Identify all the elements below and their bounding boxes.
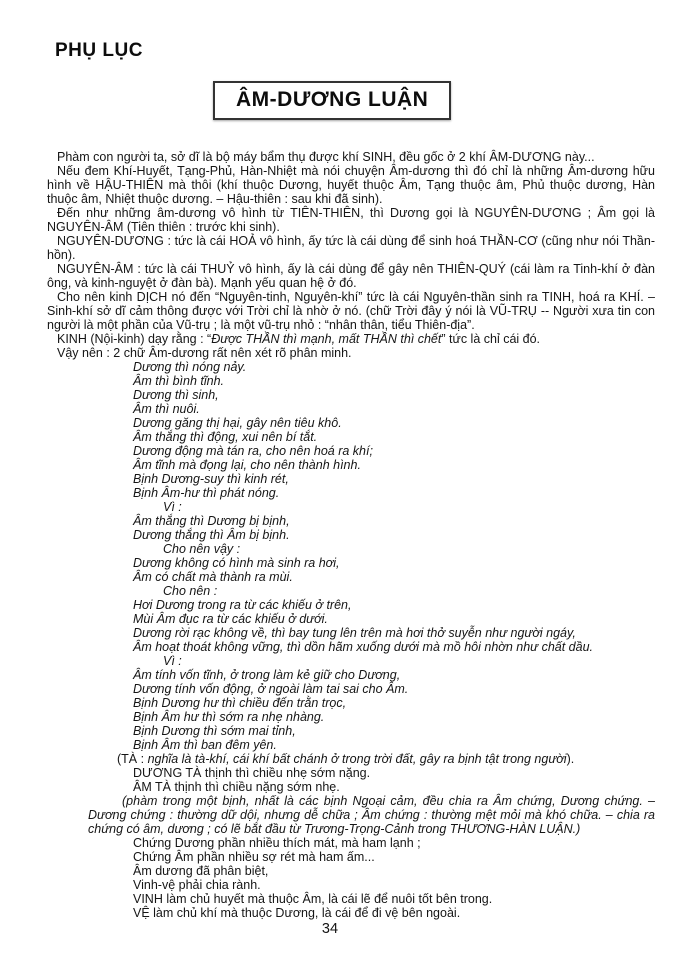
verse-line: Bịnh Âm thì ban đêm yên. [133,738,277,752]
section-label: Cho nên : [163,584,218,598]
text-line: Âm dương đã phân biệt, [133,864,269,878]
paragraph [47,332,655,346]
verse-line: Dương không có hình mà sinh ra hơi, [133,556,340,570]
section-label: Vì : [163,654,182,668]
paragraph: NGUYÊN-DƯƠNG : tức là cái HOẢ vô hình, ấy tức là cái dùng để sinh hoá THẦN-CƠ (cũng như nói Thần-hồn). [47,234,655,262]
verse-line: Âm thì nuôi. [133,402,200,416]
paragraph: Nếu đem Khí-Huyết, Tạng-Phủ, Hàn-Nhiệt mà nói chuyện Âm-dương thì đó chỉ là những Âm-dương hữu hình về HẬU-THIÊN mà thôi (khí thuộc Dương, huyết thuộc Âm, Tạng thuộc âm, Phủ thuộc dương, Hàn thuộc âm, Nhiệt thuộc dương. – Hậu-thiên : sau khi đã sinh). [47,164,655,206]
quoted-text: Được THẦN thì mạnh, mất THẦN thì chết [211,332,442,346]
verse-line: Âm tính vốn tĩnh, ở trong làm kẻ giữ cho Dương, [133,668,401,682]
paragraph: Cho nên kinh DỊCH nó đến “Nguyên-tinh, Nguyên-khí” tức là cái Nguyên-thần sinh ra TINH, hoá ra KHÍ. – Sinh-khí sở dĩ cảm thông được với Trời chỉ là nhờ ở nó. (chữ Trời đây ý nói là VŨ-TRỤ -- Người xưa tin con người là một phần của Vũ-trụ ; là một vũ-trụ nhỏ : “nhân thân, tiểu Thiên-địa”. [47,290,655,332]
verse-line: Bịnh Dương thì sớm mai tỉnh, [133,724,296,738]
text-line [117,752,655,766]
text-segment: (TÀ : [117,752,148,766]
verse-line: Dương găng thị hại, gây nên tiêu khô. [133,416,342,430]
text-line: Chứng Âm phần nhiều sợ rét mà ham ấm... [133,850,375,864]
verse-line: Bịnh Âm-hư thì phát nóng. [133,486,280,500]
verse-line: Âm thì bình tĩnh. [133,374,225,388]
text-line: VỆ làm chủ khí mà thuộc Dương, là cái để đi vệ bên ngoài. [133,906,461,920]
text-line: Vinh-vệ phải chia rành. [133,878,261,892]
verse-line: Âm có chất mà thành ra mùi. [133,570,293,584]
text-line: ÂM TÀ thịnh thì chiều nặng sớm nhẹ. [133,780,340,794]
verse-line: Dương động mà tán ra, cho nên hoá ra khí; [133,444,373,458]
note-paragraph: (phàm trong một bịnh, nhất là các bịnh Ngoại cảm, đều chia ra Âm chứng, Dương chứng. – Dương chứng : thường dữ dội, nhưng dễ chữa ; Âm chứng : thường mệt mỏi mà khó chữa. – chia ra chứng có âm, dương ; có lẽ bắt đầu từ Trương-Trọng-Cảnh trong THƯƠNG-HÀN LUẬN.) [88,794,655,836]
text-line: DƯƠNG TÀ thịnh thì chiều nhẹ sớm nặng. [133,766,371,780]
verse-line: Mùi Âm đục ra từ các khiếu ở dưới. [133,612,328,626]
text-segment: KINH (Nội-kinh) dạy rằng : “ [57,332,212,346]
verse-line: Âm thắng thì Dương bị bịnh, [133,514,290,528]
verse-line: Âm tĩnh mà đọng lại, cho nên thành hình. [133,458,361,472]
verse-line: Dương tính vốn động, ở ngoài làm tai sai cho Âm. [133,682,409,696]
paragraph: Vậy nên : 2 chữ Âm-dương rất nên xét rõ phân minh. [57,346,352,360]
verse-line: Dương thắng thì Âm bị bịnh. [133,528,290,542]
verse-line: Dương thì nóng nảy. [133,360,247,374]
page-title: ÂM-DƯƠNG LUẬN [236,88,429,111]
title-box [213,81,451,120]
text-segment: ” tức là chỉ cái đó. [441,332,541,346]
quoted-text: nghĩa là tà-khí, cái khí bất chánh ở trong trời đất, gây ra bịnh tật trong người [147,752,567,766]
paragraph: Phàm con người ta, sở dĩ là bộ máy bẩm thụ được khí SINH, đều gốc ở 2 khí ÂM-DƯƠNG này... [57,150,595,164]
section-label: Cho nên vậy : [163,542,241,556]
verse-line: Bịnh Âm hư thì sớm ra nhẹ nhàng. [133,710,325,724]
paragraph: Đến như những âm-dương vô hình từ TIÊN-THIÊN, thì Dương gọi là NGUYÊN-DƯƠNG ; Âm gọi là NGUYÊN-ÂM (Tiên thiên : trước khi sinh). [47,206,655,234]
text-line: Chứng Dương phần nhiều thích mát, mà ham lạnh ; [133,836,421,850]
page-kicker: PHỤ LỤC [55,40,143,61]
verse-line: Dương rời rạc không về, thì bay tung lên trên mà hơi thở suyễn như người ngáy, [133,626,576,640]
paragraph: NGUYÊN-ÂM : tức là cái THUỶ vô hình, ấy là cái dùng để gây nên THIÊN-QUÝ (cái làm ra Tinh-khí ở đàn ông, và kinh-nguyệt ở đàn bà). Mạnh yếu quan hệ ở đó. [47,262,655,290]
section-label: Vì : [163,500,182,514]
verse-line: Dương thì sinh, [133,388,219,402]
verse-line: Âm thắng thì động, xui nên bí tắt. [133,430,318,444]
verse-line: Hơi Dương trong ra từ các khiếu ở trên, [133,598,352,612]
verse-line: Bịnh Dương-suy thì kinh rét, [133,472,289,486]
verse-line: Âm hoạt thoát không vững, thì dồn hãm xuống dưới mà mồ hôi nhờn như chất dầu. [133,640,593,654]
verse-line: Bịnh Dương hư thì chiều đến trằn trọc, [133,696,347,710]
document-body [47,150,655,920]
page-number: 34 [321,921,339,937]
text-segment: ). [566,752,575,766]
text-line: VINH làm chủ huyết mà thuộc Âm, là cái lẽ để nuôi tốt bên trong. [133,892,493,906]
